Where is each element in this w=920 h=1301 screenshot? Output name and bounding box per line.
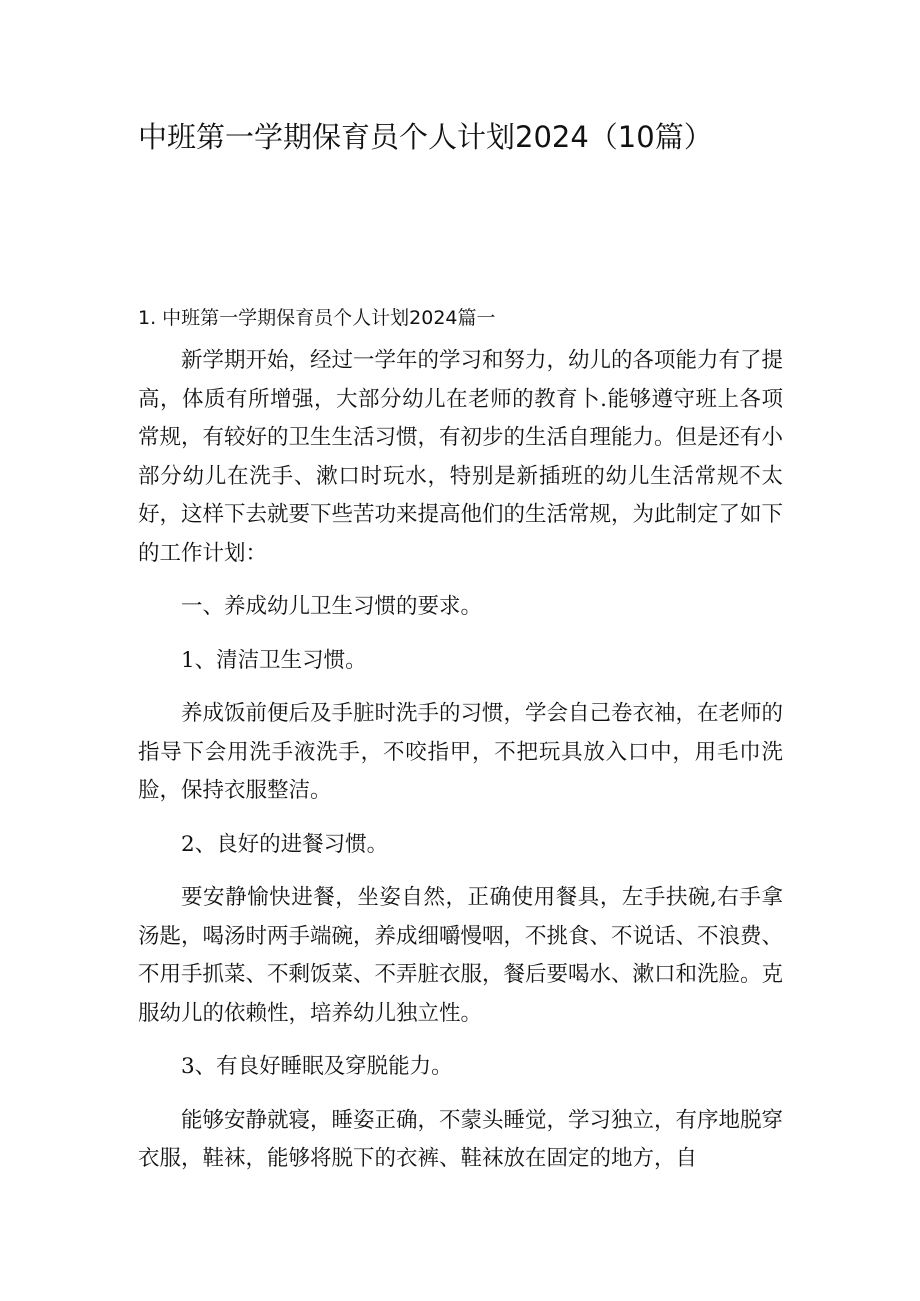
paragraph-cleanliness-details: 养成饭前便后及手脏时洗手的习惯，学会自己卷衣袖，在老师的指导下会用洗手液洗手，不咬指甲，不把玩具放入口中，用毛巾洗脸，保持衣服整洁。 xyxy=(138,701,784,803)
paragraph-heading-hygiene-habits: 一、养成幼儿卫生习惯的要求。 xyxy=(181,594,483,619)
paragraph-subheading-cleanliness: 1、清洁卫生习惯。 xyxy=(181,647,367,673)
paragraph-subheading-eating: 2、良好的进餐习惯。 xyxy=(181,831,389,857)
paragraph-eating-details: 要安静愉快进餐，坐姿自然，正确使用餐具，左手扶碗,右手拿汤匙，喝汤时两手端碗，养成细嚼慢咽，不挑食、不说话、不浪费、不用手抓菜、不剩饭菜、不弄脏衣服，餐后要喝水、漱口和洗脸。克服幼儿的依赖性，培养幼儿独立性。 xyxy=(138,885,784,1026)
document-body xyxy=(138,342,783,1179)
paragraph-sleep-details: 能够安静就寝，睡姿正确，不蒙头睡觉，学习独立，有序地脱穿衣服，鞋袜，能够将脱下的衣裤、鞋袜放在固定的地方，自 xyxy=(138,1107,784,1171)
paragraph-subheading-sleep: 3、有良好睡眠及穿脱能力。 xyxy=(181,1054,453,1079)
document-title: 中班第一学期保育员个人计划2024（10篇） xyxy=(138,120,713,154)
section-heading: 1. 中班第一学期保育员个人计划2024篇一 xyxy=(138,307,496,329)
paragraph-intro: 新学期开始，经过一学年的学习和努力，幼儿的各项能力有了提高，体质有所增强，大部分幼儿在老师的教育卜.能够遵守班上各项常规，有较好的卫生生活习惯，有初步的生活自理能力。但是还有小部分幼儿在洗手、漱口时玩水，特别是新插班的幼儿生活常规不太好，这样下去就要下些苦功来提高他们的生活常规，为此制定了如下的工作计划： xyxy=(138,348,784,566)
